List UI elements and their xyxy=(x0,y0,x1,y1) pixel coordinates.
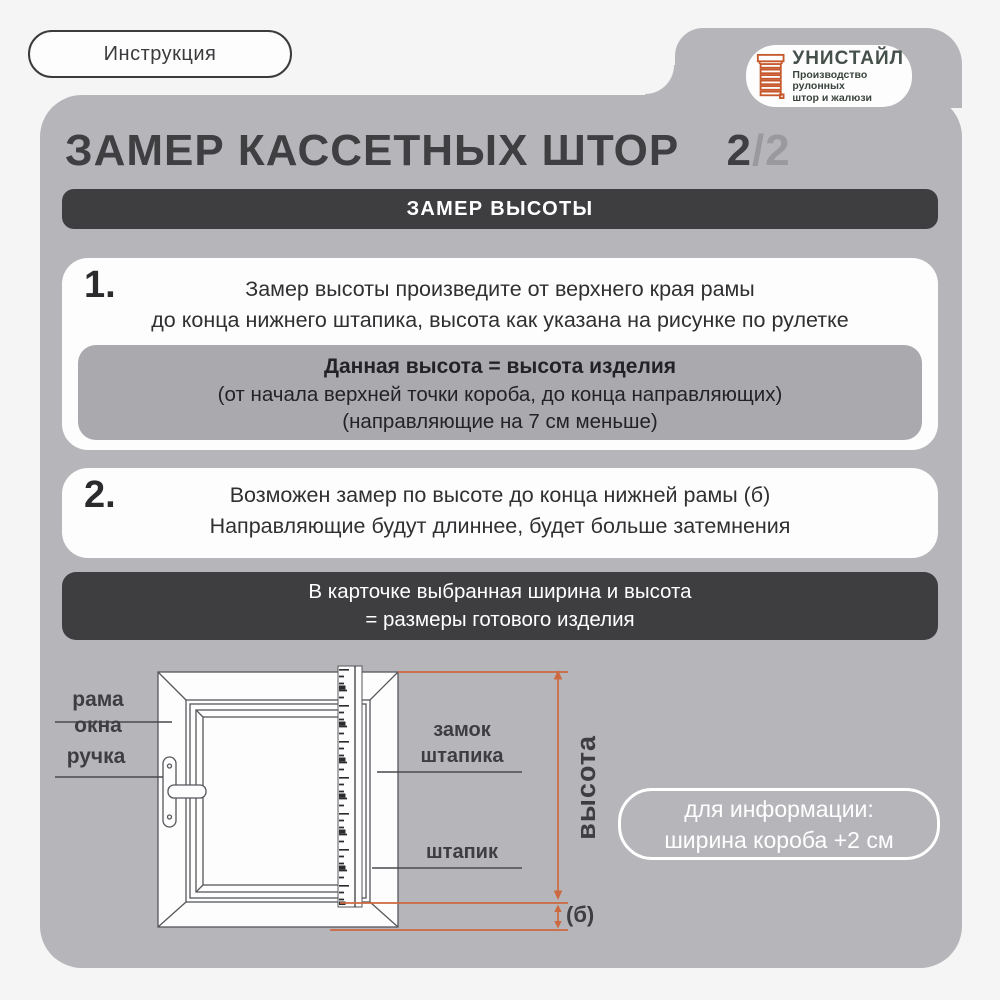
step-2-text xyxy=(126,480,874,542)
measuring-tape xyxy=(338,666,362,907)
logo-tagline-1: Производство рулонных xyxy=(792,68,868,93)
step-1-line-2: до конца нижнего штапика, высота как указана на рисунке по рулетке xyxy=(151,308,849,332)
page-title xyxy=(65,126,945,176)
logo-name: УНИСТАЙЛ xyxy=(792,47,904,69)
info-box-line-1: для информации: xyxy=(684,796,874,822)
step-1-line-1: Замер высоты произведите от верхнего края рамы xyxy=(245,277,755,301)
height-note-box xyxy=(78,345,922,440)
step-1-text xyxy=(126,274,874,336)
step-2-number: 2. xyxy=(84,474,116,516)
card-size-bar xyxy=(62,572,938,640)
height-note-line-1: Данная высота = высота изделия xyxy=(324,355,676,378)
info-box-line-2: ширина короба +2 см xyxy=(664,827,894,853)
label-bead-lock xyxy=(392,717,532,769)
label-height-text: высота xyxy=(570,734,601,840)
height-section-bar xyxy=(62,189,938,229)
label-glazing-bead: штапик xyxy=(426,841,498,863)
label-height xyxy=(556,728,616,846)
page-counter-total: /2 xyxy=(751,126,791,175)
card-size-bar-line-2: = размеры готового изделия xyxy=(365,608,635,631)
logo-tagline-2: штор и жалюзи xyxy=(792,91,872,104)
card-size-bar-line-1: В карточке выбранная ширина и высота xyxy=(308,580,692,603)
logo xyxy=(746,45,912,107)
blinds-icon xyxy=(756,51,785,101)
card-tab-fillet xyxy=(645,65,675,95)
height-section-bar-label: ЗАМЕР ВЫСОТЫ xyxy=(406,197,594,220)
page-title-text: ЗАМЕР КАССЕТНЫХ ШТОР xyxy=(65,126,680,175)
step-1-card xyxy=(62,258,938,450)
instruction-badge-label: Инструкция xyxy=(103,42,217,65)
logo-text xyxy=(792,48,912,105)
page-counter-current: 2 xyxy=(726,126,752,175)
label-handle: ручка xyxy=(66,745,126,768)
height-note-line-2: (от начала верхней точки короба, до конца направляющих) xyxy=(217,382,783,406)
label-window-frame: рама окна xyxy=(72,688,124,737)
info-box xyxy=(618,788,940,860)
label-bead-lock-line-2: штапика xyxy=(420,745,504,767)
step-1-number: 1. xyxy=(84,264,116,306)
label-bead-lock-line-1: замок xyxy=(433,719,491,741)
page-counter xyxy=(726,126,790,175)
step-2-line-2: Направляющие будут длиннее, будет больше затемнения xyxy=(209,514,791,538)
height-note-line-3: (направляющие на 7 см меньше) xyxy=(342,410,658,433)
label-b-mark: (б) xyxy=(566,902,595,927)
instruction-badge xyxy=(28,30,292,78)
step-2-card xyxy=(62,468,938,558)
step-2-line-1: Возможен замер по высоте до конца нижней рамы (б) xyxy=(229,483,771,507)
